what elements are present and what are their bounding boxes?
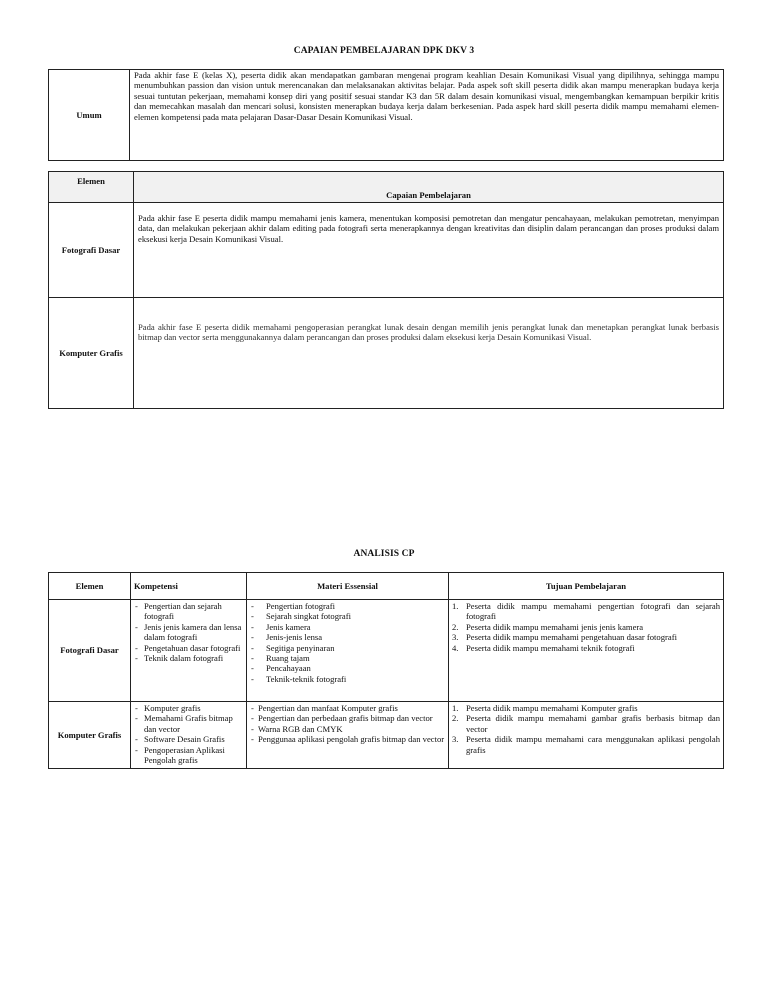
capaian-fotografi-dasar: Pada akhir fase E peserta didik mampu memahami jenis kamera, menentukan komposisi pemotretan dan mengatur pencahayaan, melakukan pemotretan, menyimpan data, dan melakukan pekerjaan akhir dalam editing pada fotografi serta menerapkannya dengan kreativitas dan disiplin dalam perancangan dan proses produksi dalam eksekusi kerja Desain Komunikasi Visual. [134,203,724,298]
list-item: - Penggunaa aplikasi pengolah grafis bitmap dan vector [250,734,445,744]
list-item: - Ruang tajam [250,653,445,663]
page-title: CAPAIAN PEMBELAJARAN DPK DKV 3 [293,46,475,56]
header-materi: Materi Essensial [247,573,449,600]
list-item: - Pengertian dan sejarah fotografi [134,601,243,622]
capaian-komputer-grafis: Pada akhir fase E peserta didik memahami pengoperasian perangkat lunak desain dengan memilih jenis perangkat lunak dan menetapkan perangkat lunak berbasis bitmap dan vector serta menggunakannya dalam perancangan dan proses produksi dalam eksekusi kerja Desain Komunikasi Visual. [134,298,724,409]
list-item: - Sejarah singkat fotografi [250,611,445,621]
tujuan-list [449,600,723,653]
list-item: - Pengoperasian Aplikasi Pengolah grafis [134,745,243,766]
tujuan-cell [449,600,724,702]
list-item: 1. Peserta didik mampu memahami Komputer grafis [452,703,638,713]
elemen-fotografi-dasar: Fotografi Dasar [49,600,131,702]
list-item: 4. Peserta didik mampu memahami teknik fotografi [452,642,635,653]
materi-cell [247,600,449,702]
list-item: - Pencahayaan [250,663,445,673]
list-item: - Jenis jenis kamera dan lensa dalam fotografi [134,622,243,643]
list-item: - Jenis kamera [250,622,445,632]
list-item: 2. Peserta didik mampu memahami gambar grafis berbasis bitmap dan vector [452,713,720,734]
list-item: - Warna RGB dan CMYK [250,724,445,734]
kompetensi-list [131,600,246,663]
analisis-cp-table [48,572,724,769]
tujuan-list [449,702,723,755]
header-kompetensi: Kompetensi [131,573,247,600]
list-item: 1. Peserta didik mampu memahami pengertian fotografi dan sejarah fotografi [452,601,720,622]
list-item: - Segitiga penyinaran [250,643,445,653]
list-item: 3. Peserta didik mampu memahami cara menggunakan aplikasi pengolah grafis [452,734,720,755]
elemen-komputer-grafis: Komputer Grafis [49,702,131,769]
list-item: - Software Desain Grafis [134,734,243,744]
list-item: 2. Peserta didik mampu memahami jenis jenis kamera [452,621,644,632]
capaian-pembelajaran-table [48,171,724,409]
tujuan-cell [449,702,724,769]
list-item: - Komputer grafis [134,703,243,713]
kompetensi-cell [131,702,247,769]
elemen-komputer-grafis: Komputer Grafis [49,298,134,409]
list-item: - Pengertian dan manfaat Komputer grafis [250,703,445,713]
kompetensi-cell [131,600,247,702]
header-elemen: Elemen [49,172,134,203]
section-title-analisis: ANALISIS CP [353,549,415,559]
materi-list [247,702,448,745]
umum-text: Pada akhir fase E (kelas X), peserta didik akan mendapatkan gambaran mengenai program keahlian Desain Komunikasi Visual yang dipilihnya, sehingga mampu menumbuhkan passion dan vision untuk merencanakan dan melaksanakan aktivitas belajar. Pada aspek soft skill peserta didik akan mampu menerapkan budaya kerja sesuai tuntutan pekerjaan, memahami konsep diri yang positif sesuai standar K3 dan 5R dalam desain komunikasi visual, mengembangkan kemampuan berpikir kritis dan memecahkan masalah dan mencari solusi, konsisten menerapkan budaya kerja dalam berkesenian. Pada aspek hard skill peserta didik mampu memahami elemen- elemen kompetensi pada mata pelajaran Dasar-Dasar Desain Komunikasi Visual. [130,70,724,161]
elemen-fotografi-dasar: Fotografi Dasar [49,203,134,298]
umum-table [48,69,724,161]
list-item: - Pengertian fotografi [250,601,445,611]
list-item: - Pengetahuan dasar fotografi [134,643,243,653]
list-item: - Jenis-jenis lensa [250,632,445,642]
kompetensi-list [131,702,246,765]
materi-list [247,600,448,684]
list-item: - Memahami Grafis bitmap dan vector [134,713,243,734]
header-elemen: Elemen [49,573,131,600]
list-item: - Pengertian dan perbedaan grafis bitmap dan vector [250,713,445,723]
header-tujuan: Tujuan Pembelajaran [449,573,724,600]
list-item: - Teknik dalam fotografi [134,653,243,663]
list-item: - Teknik-teknik fotografi [250,674,445,684]
materi-cell [247,702,449,769]
list-item: 3. Peserta didik mampu memahami pengetahuan dasar fotografi [452,632,677,643]
umum-label: Umum [49,70,130,161]
header-capaian: Capaian Pembelajaran [134,172,724,203]
